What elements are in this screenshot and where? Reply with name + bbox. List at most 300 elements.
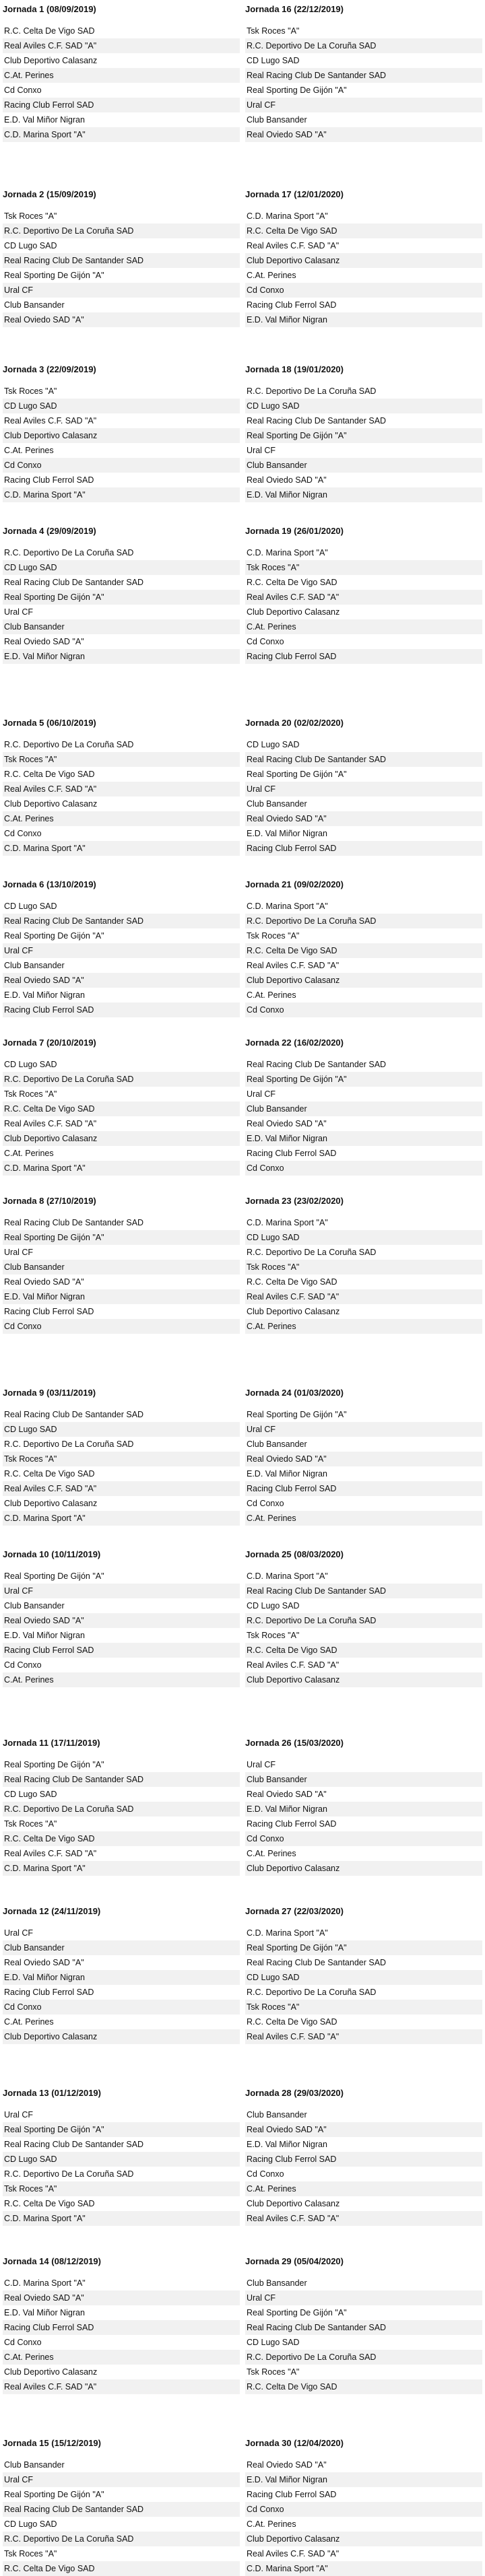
team-row: Real Sporting De Gijón "A"	[3, 2122, 240, 2137]
team-row: Real Oviedo SAD "A"	[3, 312, 240, 327]
jornada-title: Jornada 4 (29/09/2019)	[3, 526, 96, 536]
team-row: C.D. Marina Sport "A"	[245, 2561, 482, 2576]
jornada-title: Jornada 16 (22/12/2019)	[245, 4, 344, 14]
team-row: R.C. Deportivo De La Coruña SAD	[245, 1613, 482, 1628]
team-row: Club Bansander	[247, 2278, 307, 2288]
team-row: Ural CF	[247, 1760, 276, 1769]
team-row: C.D. Marina Sport "A"	[247, 211, 328, 221]
team-row: CD Lugo SAD	[247, 740, 300, 749]
jornada-block	[3, 2256, 240, 2394]
jornada-block	[245, 717, 482, 856]
team-row: Real Sporting De Gijón "A"	[4, 271, 104, 280]
team-row: Real Racing Club De Santander SAD	[3, 1772, 240, 1787]
jornada-block	[245, 2437, 482, 2576]
team-row: Real Racing Club De Santander SAD	[247, 416, 387, 426]
team-row: Ural CF	[3, 1584, 240, 1598]
jornada-title: Jornada 11 (17/11/2019)	[3, 1738, 100, 1748]
team-row: Real Aviles C.F. SAD "A"	[3, 1481, 240, 1496]
team-row: CD Lugo SAD	[245, 399, 482, 413]
team-row: Tsk Roces "A"	[245, 2000, 482, 2014]
team-row: Ural CF	[247, 1089, 276, 1099]
team-row: Tsk Roces "A"	[247, 931, 300, 941]
jornada-block	[245, 2256, 482, 2394]
team-row: Racing Club Ferrol SAD	[247, 2490, 337, 2499]
team-row: Tsk Roces "A"	[245, 1260, 482, 1275]
team-row: C.D. Marina Sport "A"	[3, 1161, 240, 1176]
team-row: Real Oviedo SAD "A"	[245, 127, 482, 142]
team-row: E.D. Val Miñor Nigran	[4, 1631, 85, 1640]
team-row: C.D. Marina Sport "A"	[247, 1571, 328, 1581]
jornada-block	[3, 1549, 240, 1687]
jornada-title: Jornada 2 (15/09/2019)	[3, 189, 96, 199]
team-row: E.D. Val Miñor Nigran	[247, 1469, 327, 1479]
team-row: Club Bansander	[247, 799, 307, 809]
team-row: Racing Club Ferrol SAD	[3, 1003, 240, 1017]
jornada-block	[3, 2437, 240, 2576]
team-row: C.At. Perines	[4, 1149, 54, 1158]
team-row: E.D. Val Miñor Nigran	[245, 312, 482, 327]
team-row: Club Deportivo Calasanz	[4, 799, 98, 809]
team-row: CD Lugo SAD	[3, 1422, 240, 1437]
team-row: R.C. Celta De Vigo SAD	[4, 1469, 95, 1479]
team-row: Club Bansander	[3, 619, 240, 634]
team-row: Real Racing Club De Santander SAD	[4, 1410, 144, 1419]
team-row: C.At. Perines	[247, 2519, 296, 2529]
jornada-title: Jornada 21 (09/02/2020)	[245, 879, 344, 889]
team-row: Club Deportivo Calasanz	[245, 1861, 482, 1876]
jornada-block	[3, 717, 240, 856]
jornada-title: Jornada 12 (24/11/2019)	[3, 1906, 101, 1916]
team-row: Racing Club Ferrol SAD	[4, 1988, 94, 1997]
team-row: Cd Conxo	[4, 2338, 42, 2347]
team-row: R.C. Celta De Vigo SAD	[3, 1101, 240, 1116]
team-row: Tsk Roces "A"	[4, 386, 57, 396]
jornada-block	[3, 1737, 240, 1876]
jornada-block	[245, 1905, 482, 2044]
team-row: E.D. Val Miñor Nigran	[247, 2140, 327, 2149]
jornada-title: Jornada 9 (03/11/2019)	[3, 1388, 96, 1398]
team-row: Club Bansander	[3, 1940, 240, 1955]
team-row: R.C. Celta De Vigo SAD	[4, 2199, 95, 2208]
jornada-title: Jornada 10 (10/11/2019)	[3, 1549, 101, 1559]
team-row: Racing Club Ferrol SAD	[4, 475, 94, 485]
team-row: CD Lugo SAD	[4, 241, 57, 250]
team-row: Real Racing Club De Santander SAD	[245, 1584, 482, 1598]
team-row: E.D. Val Miñor Nigran	[4, 2308, 85, 2317]
jornada-block	[245, 364, 482, 502]
jornada-title: Jornada 22 (16/02/2020)	[245, 1038, 344, 1048]
team-row: E.D. Val Miñor Nigran	[4, 990, 85, 1000]
team-row: Club Deportivo Calasanz	[247, 607, 340, 617]
team-row: Club Deportivo Calasanz	[245, 2532, 482, 2546]
team-row: Club Bansander	[245, 1101, 482, 1116]
jornada-block	[245, 525, 482, 664]
team-row: Club Deportivo Calasanz	[247, 2199, 340, 2208]
team-row: C.D. Marina Sport "A"	[3, 1511, 240, 1526]
team-row: Cd Conxo	[245, 2502, 482, 2517]
team-row: Tsk Roces "A"	[247, 1631, 300, 1640]
team-row: E.D. Val Miñor Nigran	[245, 487, 482, 502]
team-row: Club Bansander	[247, 115, 307, 125]
team-row: Real Racing Club De Santander SAD	[4, 578, 144, 587]
team-row: Ural CF	[4, 2110, 34, 2120]
team-row: Real Sporting De Gijón "A"	[3, 590, 240, 605]
team-row: Cd Conxo	[245, 1003, 482, 1017]
team-row: Real Sporting De Gijón "A"	[4, 2490, 104, 2499]
team-row: Ural CF	[3, 2472, 240, 2487]
team-row: Tsk Roces "A"	[4, 1819, 57, 1829]
team-row: Ural CF	[4, 1248, 34, 1257]
team-row: Real Oviedo SAD "A"	[4, 1277, 84, 1287]
team-row: R.C. Deportivo De La Coruña SAD	[247, 1248, 377, 1257]
team-row: C.D. Marina Sport "A"	[3, 841, 240, 856]
team-row: R.C. Celta De Vigo SAD	[3, 1831, 240, 1846]
team-row: Real Oviedo SAD "A"	[245, 2122, 482, 2137]
jornada-title: Jornada 7 (20/10/2019)	[3, 1038, 96, 1048]
team-row: Real Sporting De Gijón "A"	[4, 931, 104, 941]
team-row: E.D. Val Miñor Nigran	[245, 2472, 482, 2487]
team-row: Real Oviedo SAD "A"	[3, 1613, 240, 1628]
jornada-title: Jornada 20 (02/02/2020)	[245, 718, 344, 728]
team-row: R.C. Deportivo De La Coruña SAD	[4, 548, 134, 557]
team-row: R.C. Deportivo De La Coruña SAD	[247, 1988, 377, 1997]
team-row: Real Sporting De Gijón "A"	[247, 1410, 347, 1419]
team-row: R.C. Deportivo De La Coruña SAD	[245, 2350, 482, 2365]
jornada-block	[245, 1387, 482, 1526]
team-row: C.At. Perines	[247, 1849, 296, 1858]
team-row: Club Bansander	[4, 2460, 65, 2470]
team-row: E.D. Val Miñor Nigran	[3, 1289, 240, 1304]
team-row: Racing Club Ferrol SAD	[245, 649, 482, 664]
team-row: Real Aviles C.F. SAD "A"	[245, 2211, 482, 2226]
team-row: Club Deportivo Calasanz	[4, 56, 98, 65]
team-row: Real Oviedo SAD "A"	[247, 1119, 327, 1128]
team-row: Cd Conxo	[3, 458, 240, 473]
team-row: Real Oviedo SAD "A"	[3, 2291, 240, 2305]
team-row: Ural CF	[3, 943, 240, 958]
jornada-title: Jornada 17 (12/01/2020)	[245, 189, 344, 199]
team-row: Racing Club Ferrol SAD	[3, 1643, 240, 1658]
team-row: Real Aviles C.F. SAD "A"	[245, 2029, 482, 2044]
jornada-title: Jornada 3 (22/09/2019)	[3, 364, 96, 374]
jornada-title: Jornada 29 (05/04/2020)	[245, 2256, 344, 2266]
team-row: C.At. Perines	[245, 1319, 482, 1334]
team-row: Racing Club Ferrol SAD	[245, 2152, 482, 2167]
team-row: Real Oviedo SAD "A"	[4, 637, 84, 646]
team-row: Real Oviedo SAD "A"	[245, 811, 482, 826]
team-row: CD Lugo SAD	[247, 56, 300, 65]
team-row: Tsk Roces "A"	[4, 2549, 57, 2558]
team-row: Cd Conxo	[247, 637, 284, 646]
team-row: Ural CF	[245, 1422, 482, 1437]
team-row: R.C. Celta De Vigo SAD	[4, 26, 95, 36]
team-row: Cd Conxo	[4, 86, 42, 95]
team-row: Real Racing Club De Santander SAD	[3, 2502, 240, 2517]
team-row: Real Sporting De Gijón "A"	[245, 1072, 482, 1087]
team-row: Real Aviles C.F. SAD "A"	[245, 590, 482, 605]
team-row: Real Racing Club De Santander SAD	[4, 1218, 144, 1227]
jornada-title: Jornada 28 (29/03/2020)	[245, 2088, 344, 2098]
team-row: E.D. Val Miñor Nigran	[245, 1802, 482, 1817]
team-row: Cd Conxo	[3, 2000, 240, 2014]
team-row: C.D. Marina Sport "A"	[3, 487, 240, 502]
team-row: Club Bansander	[4, 1601, 65, 1611]
team-row: C.At. Perines	[247, 990, 296, 1000]
team-row: Club Bansander	[245, 458, 482, 473]
team-row: Cd Conxo	[247, 1499, 284, 1508]
jornada-block	[245, 3, 482, 142]
team-row: Club Bansander	[3, 1260, 240, 1275]
jornada-title: Jornada 30 (12/04/2020)	[245, 2438, 344, 2448]
team-row: CD Lugo SAD	[4, 1790, 57, 1799]
team-row: Real Sporting De Gijón "A"	[4, 1571, 104, 1581]
team-row: R.C. Celta De Vigo SAD	[245, 224, 482, 238]
jornada-title: Jornada 15 (15/12/2019)	[3, 2438, 101, 2448]
team-row: Ural CF	[247, 446, 276, 455]
team-row: C.D. Marina Sport "A"	[247, 1928, 328, 1938]
team-row: Cd Conxo	[245, 1161, 482, 1176]
team-row: Cd Conxo	[245, 283, 482, 298]
jornada-block	[3, 3, 240, 142]
team-row: Real Aviles C.F. SAD "A"	[4, 1849, 97, 1858]
team-row: Real Racing Club De Santander SAD	[245, 752, 482, 767]
team-row: Club Deportivo Calasanz	[3, 2029, 240, 2044]
team-row: Real Sporting De Gijón "A"	[4, 1760, 104, 1769]
team-row: C.At. Perines	[4, 2017, 54, 2027]
team-row: Club Deportivo Calasanz	[3, 428, 240, 443]
team-row: Real Racing Club De Santander SAD	[3, 253, 240, 268]
jornada-block	[3, 879, 240, 1017]
team-row: R.C. Celta De Vigo SAD	[3, 2561, 240, 2576]
team-row: C.At. Perines	[245, 2181, 482, 2196]
jornada-title: Jornada 25 (08/03/2020)	[245, 1549, 344, 1559]
team-row: R.C. Celta De Vigo SAD	[247, 1277, 337, 1287]
jornada-block	[245, 189, 482, 327]
team-row: Real Racing Club De Santander SAD	[245, 2320, 482, 2335]
jornada-title: Jornada 18 (19/01/2020)	[245, 364, 344, 374]
team-row: R.C. Deportivo De La Coruña SAD	[3, 224, 240, 238]
team-row: R.C. Deportivo De La Coruña SAD	[4, 2169, 134, 2179]
team-row: C.D. Marina Sport "A"	[247, 1218, 328, 1227]
team-row: E.D. Val Miñor Nigran	[3, 1970, 240, 1985]
team-row: Racing Club Ferrol SAD	[4, 1307, 94, 1316]
team-row: Club Bansander	[4, 961, 65, 970]
jornada-title: Jornada 27 (22/03/2020)	[245, 1906, 344, 1916]
team-row: Club Bansander	[4, 300, 65, 310]
jornada-block	[245, 879, 482, 1017]
team-row: Real Racing Club De Santander SAD	[247, 1060, 387, 1069]
team-row: Racing Club Ferrol SAD	[245, 1481, 482, 1496]
team-row: Tsk Roces "A"	[247, 26, 300, 36]
team-row: Racing Club Ferrol SAD	[247, 300, 337, 310]
team-row: Real Sporting De Gijón "A"	[247, 770, 347, 779]
team-row: Real Aviles C.F. SAD "A"	[245, 1289, 482, 1304]
team-row: R.C. Deportivo De La Coruña SAD	[247, 386, 377, 396]
team-row: Ural CF	[3, 283, 240, 298]
jornada-title: Jornada 19 (26/01/2020)	[245, 526, 344, 536]
jornada-title: Jornada 6 (13/10/2019)	[3, 879, 96, 889]
team-row: Club Deportivo Calasanz	[247, 1307, 340, 1316]
team-row: CD Lugo SAD	[3, 399, 240, 413]
team-row: C.At. Perines	[3, 811, 240, 826]
jornada-block	[245, 1195, 482, 1334]
team-row: R.C. Celta De Vigo SAD	[247, 578, 337, 587]
team-row: Tsk Roces "A"	[3, 1452, 240, 1466]
team-row: Real Sporting De Gijón "A"	[247, 86, 347, 95]
jornada-block	[245, 1549, 482, 1687]
jornada-title: Jornada 1 (08/09/2019)	[3, 4, 96, 14]
team-row: Real Aviles C.F. SAD "A"	[4, 416, 97, 426]
jornada-block	[3, 1195, 240, 1334]
jornada-title: Jornada 13 (01/12/2019)	[3, 2088, 101, 2098]
team-row: Real Oviedo SAD "A"	[4, 1958, 84, 1967]
jornada-title: Jornada 26 (15/03/2020)	[245, 1738, 344, 1748]
team-row: Real Oviedo SAD "A"	[247, 2460, 327, 2470]
team-row: Real Aviles C.F. SAD "A"	[3, 38, 240, 53]
team-row: C.D. Marina Sport "A"	[3, 127, 240, 142]
team-row: E.D. Val Miñor Nigran	[245, 1131, 482, 1146]
team-row: Tsk Roces "A"	[4, 211, 57, 221]
team-row: Club Bansander	[245, 1772, 482, 1787]
team-row: Real Oviedo SAD "A"	[3, 973, 240, 988]
team-row: Club Bansander	[247, 1439, 307, 1449]
team-row: R.C. Celta De Vigo SAD	[245, 1643, 482, 1658]
team-row: Cd Conxo	[4, 1660, 42, 1670]
team-row: R.C. Deportivo De La Coruña SAD	[3, 1072, 240, 1087]
team-row: Tsk Roces "A"	[245, 560, 482, 575]
team-row: Real Sporting De Gijón "A"	[245, 1940, 482, 1955]
team-row: C.D. Marina Sport "A"	[4, 2278, 86, 2288]
team-row: Real Aviles C.F. SAD "A"	[3, 782, 240, 796]
team-row: CD Lugo SAD	[247, 1601, 300, 1611]
team-row: CD Lugo SAD	[3, 2152, 240, 2167]
jornada-title: Jornada 8 (27/10/2019)	[3, 1196, 96, 1206]
team-row: R.C. Celta De Vigo SAD	[4, 770, 95, 779]
team-row: Real Sporting De Gijón "A"	[3, 1230, 240, 1245]
team-row: Tsk Roces "A"	[4, 1089, 57, 1099]
team-row: C.At. Perines	[3, 2350, 240, 2365]
team-row: Real Aviles C.F. SAD "A"	[4, 1119, 97, 1128]
team-row: R.C. Deportivo De La Coruña SAD	[245, 38, 482, 53]
team-row: Club Deportivo Calasanz	[245, 253, 482, 268]
team-row: R.C. Celta De Vigo SAD	[245, 943, 482, 958]
team-row: Real Racing Club De Santander SAD	[247, 1958, 387, 1967]
team-row: Racing Club Ferrol SAD	[245, 841, 482, 856]
team-row: Real Aviles C.F. SAD "A"	[247, 961, 340, 970]
jornada-title: Jornada 23 (23/02/2020)	[245, 1196, 344, 1206]
team-row: Racing Club Ferrol SAD	[3, 2320, 240, 2335]
team-row: Tsk Roces "A"	[3, 752, 240, 767]
team-row: C.At. Perines	[3, 68, 240, 83]
team-row: Racing Club Ferrol SAD	[247, 1819, 337, 1829]
team-row: CD Lugo SAD	[4, 1060, 57, 1069]
jornada-block	[3, 1037, 240, 1176]
team-row: Tsk Roces "A"	[247, 2367, 300, 2377]
team-row: C.At. Perines	[4, 446, 54, 455]
team-row: C.At. Perines	[247, 271, 296, 280]
team-row: Real Racing Club De Santander SAD	[245, 68, 482, 83]
jornada-block	[245, 2087, 482, 2226]
team-row: Real Racing Club De Santander SAD	[3, 914, 240, 928]
team-row: Cd Conxo	[247, 2169, 284, 2179]
team-row: R.C. Deportivo De La Coruña SAD	[4, 740, 134, 749]
team-row: C.D. Marina Sport "A"	[3, 1861, 240, 1876]
jornada-block	[3, 2087, 240, 2226]
team-row: Club Deportivo Calasanz	[245, 973, 482, 988]
team-row: Club Deportivo Calasanz	[4, 2367, 98, 2377]
team-row: Club Bansander	[247, 2110, 307, 2120]
team-row: Club Deportivo Calasanz	[3, 1131, 240, 1146]
team-row: E.D. Val Miñor Nigran	[247, 829, 327, 838]
team-row: CD Lugo SAD	[4, 2519, 57, 2529]
team-row: R.C. Celta De Vigo SAD	[245, 2379, 482, 2394]
team-row: R.C. Celta De Vigo SAD	[247, 2017, 337, 2027]
team-row: CD Lugo SAD	[245, 1230, 482, 1245]
team-row: C.D. Marina Sport "A"	[247, 548, 328, 557]
team-row: Real Oviedo SAD "A"	[245, 1452, 482, 1466]
team-row: E.D. Val Miñor Nigran	[4, 115, 85, 125]
team-row: CD Lugo SAD	[3, 560, 240, 575]
jornada-block	[3, 1387, 240, 1526]
team-row: Tsk Roces "A"	[3, 2181, 240, 2196]
team-row: C.At. Perines	[3, 1672, 240, 1687]
team-row: Real Aviles C.F. SAD "A"	[247, 1660, 340, 1670]
jornada-title: Jornada 24 (01/03/2020)	[245, 1388, 344, 1398]
team-row: Racing Club Ferrol SAD	[3, 98, 240, 112]
team-row: Ural CF	[245, 2291, 482, 2305]
team-row: Real Sporting De Gijón "A"	[245, 428, 482, 443]
team-row: C.D. Marina Sport "A"	[247, 902, 328, 911]
team-row: Real Aviles C.F. SAD "A"	[3, 2379, 240, 2394]
team-row: C.At. Perines	[245, 619, 482, 634]
jornada-block	[3, 1905, 240, 2044]
team-row: Real Aviles C.F. SAD "A"	[247, 2549, 340, 2558]
jornada-block	[3, 525, 240, 664]
jornada-title: Jornada 5 (06/10/2019)	[3, 718, 96, 728]
team-row: CD Lugo SAD	[247, 2338, 300, 2347]
team-row: Racing Club Ferrol SAD	[247, 1149, 337, 1158]
team-row: Cd Conxo	[245, 1831, 482, 1846]
team-row: CD Lugo SAD	[4, 902, 57, 911]
team-row: Cd Conxo	[4, 829, 42, 838]
team-row: Ural CF	[4, 607, 34, 617]
team-row: Real Oviedo SAD "A"	[247, 1790, 327, 1799]
team-row: R.C. Deportivo De La Coruña SAD	[3, 2532, 240, 2546]
team-row: Ural CF	[245, 782, 482, 796]
team-row: E.D. Val Miñor Nigran	[3, 649, 240, 664]
team-row: C.D. Marina Sport "A"	[3, 2211, 240, 2226]
jornada-title: Jornada 14 (08/12/2019)	[3, 2256, 101, 2266]
team-row: Ural CF	[4, 1928, 34, 1938]
team-row: Real Aviles C.F. SAD "A"	[247, 241, 340, 250]
jornada-block	[245, 1037, 482, 1176]
team-row: Club Deportivo Calasanz	[245, 1672, 482, 1687]
team-row: Real Sporting De Gijón "A"	[247, 2308, 347, 2317]
jornada-block	[3, 189, 240, 327]
jornada-block	[245, 1737, 482, 1876]
team-row: R.C. Deportivo De La Coruña SAD	[245, 914, 482, 928]
team-row: Ural CF	[245, 98, 482, 112]
team-row: Cd Conxo	[3, 1319, 240, 1334]
jornada-block	[3, 364, 240, 502]
team-row: C.At. Perines	[245, 1511, 482, 1526]
team-row: R.C. Deportivo De La Coruña SAD	[4, 1439, 134, 1449]
team-row: Real Oviedo SAD "A"	[247, 475, 327, 485]
team-row: R.C. Deportivo De La Coruña SAD	[3, 1802, 240, 1817]
team-row: Real Racing Club De Santander SAD	[4, 2140, 144, 2149]
team-row: CD Lugo SAD	[245, 1970, 482, 1985]
team-row: Club Deportivo Calasanz	[4, 1499, 98, 1508]
